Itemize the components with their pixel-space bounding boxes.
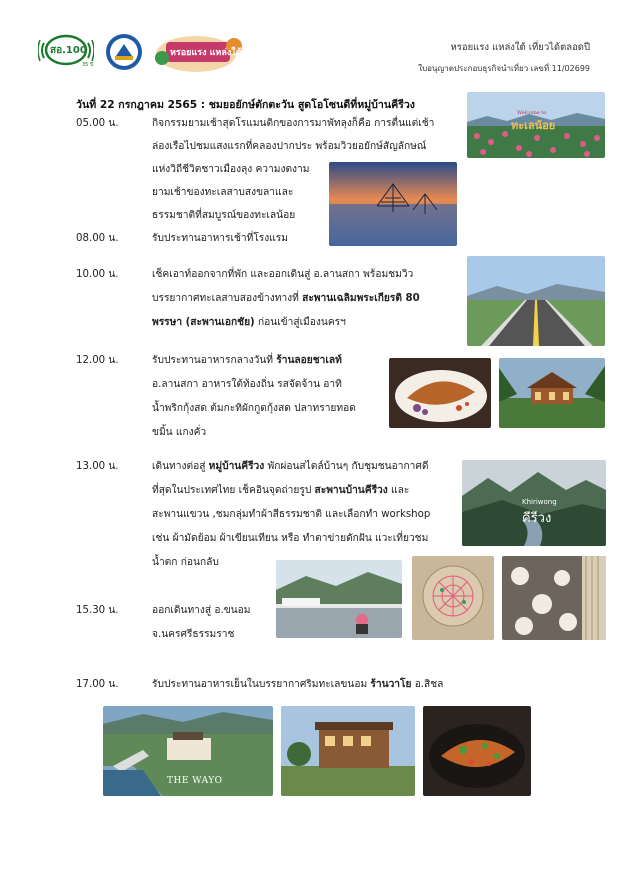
activity-1300-bridge: สะพานบ้านคีรีวง xyxy=(314,485,388,496)
activity-1200-line3: น้ำพริกกุ้งสด ต้มกะทิผักกูดกุ้งสด ปลาทรายทอด xyxy=(152,403,356,414)
activity-1700-line1 xyxy=(152,674,443,696)
activity-0500-line4: ยามเช้าของทะเลสาบสงขลาและ xyxy=(152,187,294,198)
activity-1300-line1a: เดินทางต่อสู่ xyxy=(152,461,209,472)
activity-0500-line2: ล่องเรือไปชมแสงแรกที่คลองปากประ พร้อมวิวยอยักษ์สัญลักษณ์ xyxy=(152,141,427,152)
talay-noi-caption: ทะเลน้อย xyxy=(511,119,556,132)
logo-amazing-south xyxy=(152,28,244,74)
time-0800: 08.00 น. xyxy=(76,233,119,244)
activity-1000-line1: เช็คเอาท์ออกจากที่พัก และออกเดินสู่ อ.ลานสกา พร้อมชมวิว xyxy=(152,269,414,280)
activity-1300-line2b: และ xyxy=(387,485,410,496)
activity-1300-line2a: ที่สุดในประเทศไทย เช็คอินจุดถ่ายรูป xyxy=(152,485,315,496)
time-0500: 05.00 น. xyxy=(76,118,119,129)
activity-1300-line2 xyxy=(152,480,409,502)
wayo-caption: THE WAYO xyxy=(167,776,223,786)
activity-1700-district: อ.สิชล xyxy=(411,679,444,690)
logo-authority xyxy=(104,32,144,72)
activity-1300-line4: เช่น ผ้ามัดย้อม ผ้าเขียนเทียน หรือ ทำตาข่ายดักฝัน แวะเที่ยวชม xyxy=(152,533,429,544)
activity-1000-line2-text: บรรยากาศทะเลสาบสองข้างทางที่ xyxy=(152,293,303,304)
time-1200: 12.00 น. xyxy=(76,355,119,366)
header-tagline: หรอยแรง แหล่งใต้ เที่ยวได้ตลอดปี xyxy=(450,42,590,53)
talay-noi-caption-small: Welcome to xyxy=(517,110,547,116)
activity-1000-line3-text: ก่อนเข้าสู่เมืองนครฯ xyxy=(254,317,346,328)
activity-0800: รับประทานอาหารเช้าที่โรงแรม xyxy=(152,233,288,244)
activity-1700-text: รับประทานอาหารเย็นในบรรยากาศริมทะเลขนอม xyxy=(152,679,371,690)
time-1530: 15.30 น. xyxy=(76,605,119,616)
day-title: วันที่ 22 กรกฎาคม 2565 : ชมยอยักษ์ตักตะวัน สูดโอโซนดีที่หมู่บ้านคีรีวง xyxy=(76,99,415,111)
photo-the-wayo-building xyxy=(281,706,415,796)
logo-anniversary xyxy=(38,34,94,70)
photo-loy-chalet-restaurant xyxy=(499,358,605,428)
khiriwong-caption-en: Khiriwong xyxy=(522,498,557,506)
photo-chalerm-bridge xyxy=(467,256,605,346)
activity-1700-restaurant: ร้านวาโย xyxy=(370,679,412,690)
activity-1300-line1 xyxy=(152,456,428,478)
photo-batik-fabric xyxy=(502,556,606,640)
time-1000: 10.00 น. xyxy=(76,269,119,280)
photo-yo-yak-sunrise xyxy=(329,162,457,246)
activity-1300-line1b: พักผ่อนสไตล์บ้านๆ กับชุมชนอากาศดี xyxy=(264,461,429,472)
logo-seal-text: สอ.100 xyxy=(50,45,87,56)
activity-1200-line1-text: รับประทานอาหารกลางวันที่ xyxy=(152,355,277,366)
logo-badge-text: 35 ปี xyxy=(82,62,94,68)
khiriwong-caption-th: คีรีวง xyxy=(522,511,552,526)
activity-1200-line1 xyxy=(152,350,342,372)
activity-1200-line2: อ.ลานสกา อาหารใต้ท้องถิ่น รสจัดจ้าน อาทิ xyxy=(152,379,342,390)
activity-1000-line2 xyxy=(152,288,420,310)
logo-amazing-south-text: หรอยแรง แหล่งใต้ xyxy=(170,48,242,58)
activity-1530-line2: จ.นครศรีธรรมราช xyxy=(152,629,235,640)
activity-1000-bridge-name: พรรษา (สะพานเอกชัย) xyxy=(152,317,255,328)
activity-0500-line5: ธรรมชาติที่สมบูรณ์ของทะเลน้อย xyxy=(152,210,296,221)
activity-1300-line5: น้ำตก ก่อนกลับ xyxy=(152,557,219,568)
header-license: ใบอนุญาตประกอบธุรกิจนำเที่ยว เลขที่ 11/02699 xyxy=(418,64,590,73)
activity-1200-line4: ขมิ้น แกงคั่ว xyxy=(152,427,207,438)
activity-0500-line1: กิจกรรมยามเช้าสุดโรแมนติกของการมาพัทลุงก็คือ การตื่นแต่เช้า xyxy=(152,118,435,129)
activity-1200-restaurant: ร้านลอยชาเลท์ xyxy=(276,355,342,366)
photo-seafood-dish xyxy=(423,706,531,796)
activity-1530-line1: ออกเดินทางสู่ อ.ขนอม xyxy=(152,605,251,616)
photo-khiriwong-bridge xyxy=(276,560,402,638)
activity-1300-village: หมู่บ้านคีรีวง xyxy=(208,461,265,472)
photo-the-wayo-aerial xyxy=(103,706,273,796)
activity-1300-line3: สะพานแขวน ,ชมกลุ่มทำผ้าสีธรรมชาติ และเลือกทำ workshop xyxy=(152,509,431,520)
activity-1000-line3 xyxy=(152,312,346,334)
photo-khiriwong xyxy=(462,460,606,546)
photo-fried-fish-dish xyxy=(389,358,491,428)
photo-talay-noi-lotus xyxy=(467,92,605,158)
activity-0500-line3: แห่งวิถีชีวิตชาวเมืองลุง ความงดงาม xyxy=(152,164,310,175)
photo-dream-catcher xyxy=(412,556,494,640)
activity-1000-highlight: สะพานเฉลิมพระเกียรติ 80 xyxy=(302,293,420,304)
time-1300: 13.00 น. xyxy=(76,461,119,472)
time-1700: 17.00 น. xyxy=(76,679,119,690)
